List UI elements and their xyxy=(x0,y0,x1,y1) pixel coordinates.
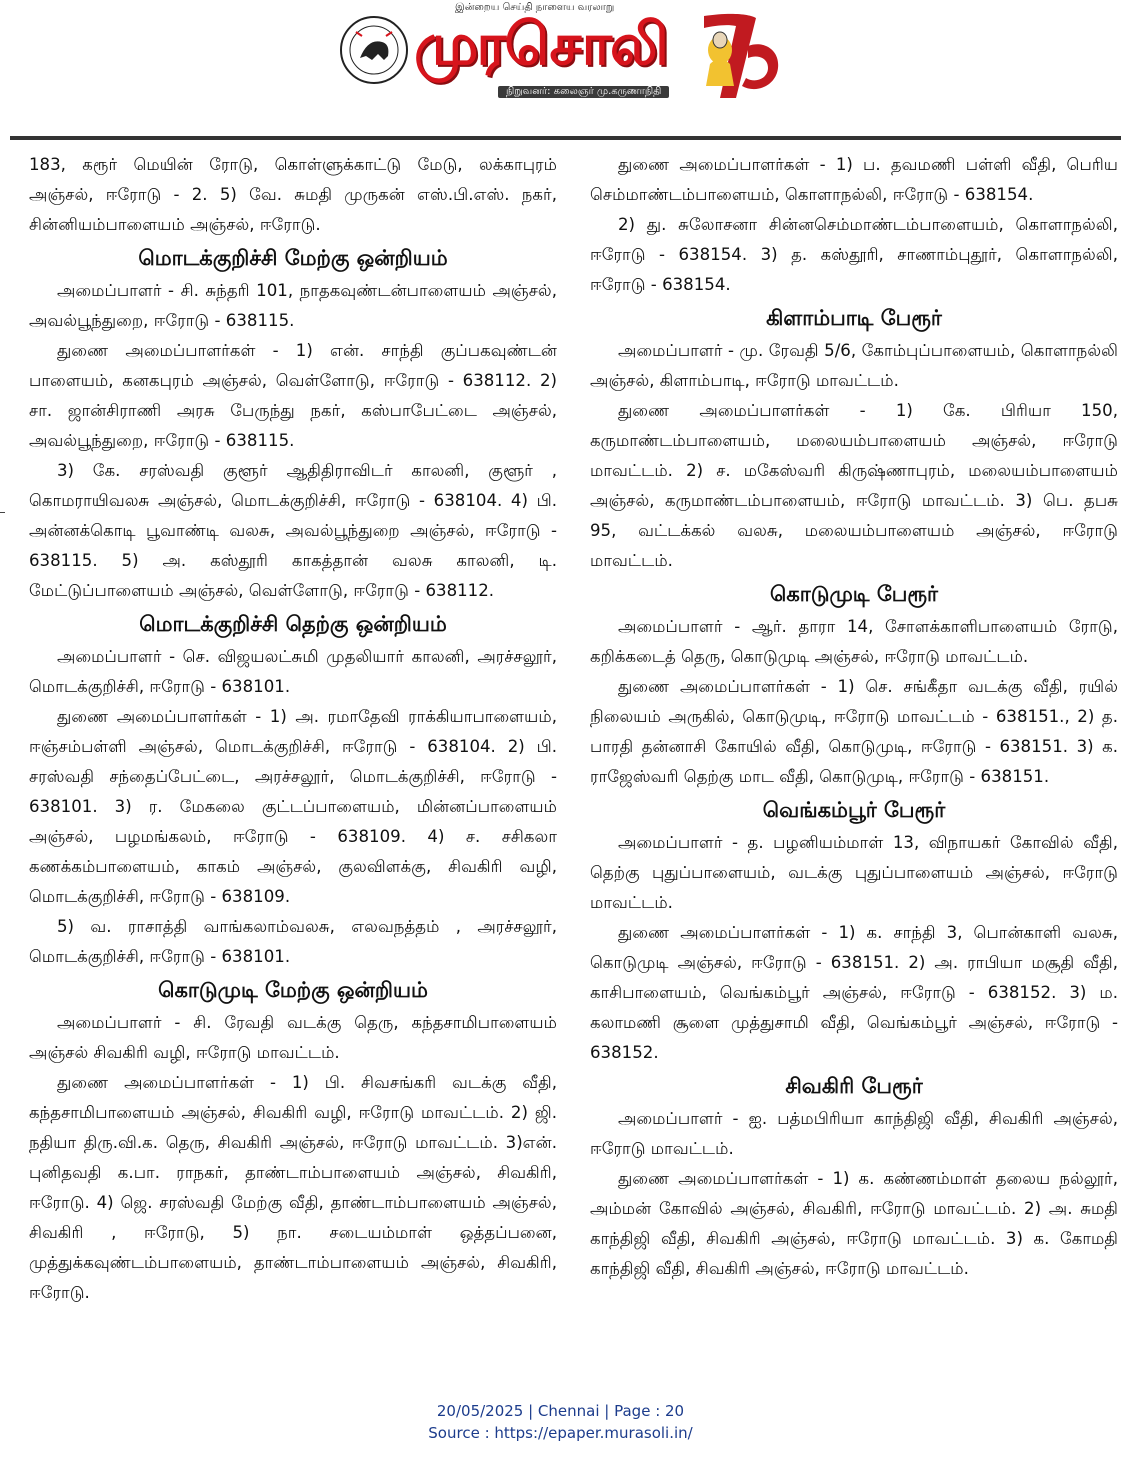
paragraph: துணை அமைப்பாளர்கள் - 1) க. சாந்தி 3, பொன்காளி வலசு, கொடுமுடி அஞ்சல், ஈரோடு - 638151. 2) அ. ராபியா மசூதி வீதி, காசிபாளையம், வெங்கம்பூர் அஞ்சல், ஈரோடு - 638152. 3) ம. கலாமணி சூளை முத்துசாமி வீதி, வெங்கம்பூர் அஞ்சல், ஈரோடு - 638152. xyxy=(590,923,1118,1062)
paragraph: அமைப்பாளர் - ஆர். தாரா 14, சோளக்காளிபாளையம் ரோடு, கறிக்கடைத் தெரு, கொடுமுடி அஞ்சல், ஈரோடு மாவட்டம். xyxy=(590,617,1118,666)
section-heading: மொடக்குறிச்சி தெற்கு ஒன்றியம் xyxy=(139,612,447,636)
paragraph: துணை அமைப்பாளர்கள் - 1) கே. பிரியா 150, கருமாண்டம்பாளையம், மலையம்பாளையம் அஞ்சல், ஈரோடு மாவட்டம். 2) ச. மகேஸ்வரி கிருஷ்ணாபுரம், மலையம்பாளையம் அஞ்சல், கருமாண்டம்பாளையம், ஈரோடு மாவட்டம். 3) பெ. தபசு 95, வட்டக்கல் வலசு, மலையம்பாளையம் அஞ்சல், ஈரோடு மாவட்டம். xyxy=(590,401,1118,570)
paragraph: துணை அமைப்பாளர்கள் - 1) செ. சங்கீதா வடக்கு வீதி, ரயில் நிலையம் அருகில், கொடுமுடி, ஈரோடு மாவட்டம் - 638151., 2) த. பாரதி தன்னாசி கோயில் வீதி, கொடுமுடி, ஈரோடு - 638151. 3) க. ராஜேஸ்வரி தெற்கு மாட வீதி, கொடுமுடி, ஈரோடு - 638151. xyxy=(590,677,1118,786)
masthead xyxy=(0,0,1121,136)
article-body xyxy=(0,150,1121,1372)
paragraph: அமைப்பாளர் - த. பழனியம்மாள் 13, விநாயகர் கோவில் வீதி, தெற்கு புதுப்பாளையம், வடக்கு புதுப்பாளையம் அஞ்சல், ஈரோடு மாவட்டம். xyxy=(590,833,1118,912)
paragraph: துணை அமைப்பாளர்கள் - 1) க. கண்ணம்மாள் தலைய நல்லூர், அம்மன் கோவில் அஞ்சல், சிவகிரி, ஈரோடு மாவட்டம். 2) அ. சுமதி காந்திஜி வீதி, சிவகிரி அஞ்சல், ஈரோடு மாவட்டம். 3) க. கோமதி காந்திஜி வீதி, சிவகிரி அஞ்சல், ஈரோடு மாவட்டம். xyxy=(590,1169,1118,1278)
section-heading: கொடுமுடி பேரூர் xyxy=(769,582,939,606)
paragraph: 5) வ. ராசாத்தி வாங்கலாம்வலசு, எலவநத்தம் , அரச்சலூர், மொடக்குறிச்சி, ஈரோடு - 638101. xyxy=(29,917,557,966)
page-footer xyxy=(0,1400,1121,1444)
paragraph: துணை அமைப்பாளர்கள் - 1) அ. ரமாதேவி ராக்கியாபாளையம், ஈஞ்சம்பள்ளி அஞ்சல், மொடக்குறிச்சி, ஈரோடு - 638104. 2) பி. சரஸ்வதி சந்தைப்பேட்டை, அரச்சலூர், மொடக்குறிச்சி, ஈரோடு - 638101. 3) ர. மேகலை குட்டப்பாளையம், மின்னப்பாளையம் அஞ்சல், பழமங்கலம், ஈரோடு - 638109. 4) ச. சசிகலா கணக்கம்பாளையம், காகம் அஞ்சல், குலவிளக்கு, சிவகிரி வழி, மொடக்குறிச்சி, ஈரோடு - 638109. xyxy=(29,707,557,906)
paragraph: அமைப்பாளர் - ஐ. பத்மபிரியா காந்திஜி வீதி, சிவகிரி அஞ்சல், ஈரோடு மாவட்டம். xyxy=(590,1109,1118,1158)
paragraph: துணை அமைப்பாளர்கள் - 1) என். சாந்தி குப்பகவுண்டன் பாளையம், கனகபுரம் அஞ்சல், வெள்ளோடு, ஈரோடு - 638112. 2) சா. ஜான்சிராணி அரசு பேருந்து நகர், கஸ்பாபேட்டை அஞ்சல், அவல்பூந்துறை, ஈரோடு - 638115. xyxy=(29,341,557,450)
paragraph: அமைப்பாளர் - மு. ரேவதி 5/6, கோம்புப்பாளையம், கொளாநல்லி அஞ்சல், கிளாம்பாடி, ஈரோடு மாவட்டம். xyxy=(590,341,1118,390)
newspaper-logo: முரசொலி xyxy=(414,10,667,78)
section-heading: மொடக்குறிச்சி மேற்கு ஒன்றியம் xyxy=(138,246,448,270)
paragraph: அமைப்பாளர் - செ. விஜயலட்சுமி முதலியார் காலனி, அரச்சலூர், மொடக்குறிச்சி, ஈரோடு - 638101. xyxy=(29,647,557,696)
left-column xyxy=(29,150,557,1308)
right-column xyxy=(590,150,1118,1284)
paragraph: 3) கே. சரஸ்வதி குளூர் ஆதிதிராவிடர் காலனி, குளூர் , கொமராயிவலசு அஞ்சல், மொடக்குறிச்சி, ஈரோடு - 638104. 4) பி. அன்னக்கொடி பூவாண்டி வலசு, அவல்பூந்துறை அஞ்சல், ஈரோடு - 638115. 5) அ. கஸ்தூரி காகத்தான் வலசு காலனி, டி. மேட்டுப்பாளையம் அஞ்சல், வெள்ளோடு, ஈரோடு - 638112. xyxy=(29,461,557,600)
paragraph: 2) து. சுலோசனா சின்னசெம்மாண்டம்பாளையம், கொளாநல்லி, ஈரோடு - 638154. 3) த. கஸ்தூரி, சாணாம்புதூர், கொளாநல்லி, ஈரோடு - 638154. xyxy=(590,215,1118,294)
section-heading: கொடுமுடி மேற்கு ஒன்றியம் xyxy=(158,978,428,1002)
footer-source-link[interactable]: Source : https://epaper.murasoli.in/ xyxy=(428,1424,693,1442)
paragraph: துணை அமைப்பாளர்கள் - 1) ப. தவமணி பள்ளி வீதி, பெரிய செம்மாண்டம்பாளையம், கொளாநல்லி, ஈரோடு - 638154. xyxy=(590,155,1118,204)
paragraph: துணை அமைப்பாளர்கள் - 1) பி. சிவசங்கரி வடக்கு வீதி, கந்தசாமிபாளையம் அஞ்சல், சிவகிரி வழி, ஈரோடு மாவட்டம். 2) ஜி. நதியா திரு.வி.க. தெரு, சிவகிரி அஞ்சல், ஈரோடு மாவட்டம். 3)என். புனிதவதி க.பா. ராநகர், தாண்டாம்பாளையம் அஞ்சல், சிவகிரி, ஈரோடு. 4) ஜெ. சரஸ்வதி மேற்கு வீதி, தாண்டாம்பாளையம் அஞ்சல், சிவகிரி , ஈரோடு, 5) நா. சடையம்மாள் ஒத்தப்பனை, முத்துக்கவுண்டம்பாளையம், தாண்டாம்பாளையம் அஞ்சல், சிவகிரி, ஈரோடு. xyxy=(29,1073,557,1302)
section-heading: வெங்கம்பூர் பேரூர் xyxy=(762,798,946,822)
paragraph: 183, கரூர் மெயின் ரோடு, கொள்ளுக்காட்டு மேடு, லக்காபுரம் அஞ்சல், ஈரோடு - 2. 5) வே. சுமதி முருகன் எஸ்.பி.எஸ். நகர், சின்னியம்பாளையம் அஞ்சல், ஈரோடு. xyxy=(29,155,557,234)
section-heading: கிளாம்பாடி பேரூர் xyxy=(766,306,942,330)
header-divider xyxy=(10,136,1121,140)
masthead-tagline: இன்றைய செய்தி நாளைய வரலாறு xyxy=(455,2,615,13)
section-heading: சிவகிரி பேரூர் xyxy=(785,1074,923,1098)
masthead-subtitle: நிறுவனர்: கலைஞர் மு.கருணாநிதி xyxy=(498,86,669,98)
party-emblem-icon xyxy=(338,14,410,86)
anniversary-75-emblem-icon xyxy=(690,6,786,102)
footer-date-edition: 20/05/2025 | Chennai | Page : 20 xyxy=(436,1402,685,1420)
paragraph: அமைப்பாளர் - சி. ரேவதி வடக்கு தெரு, கந்தசாமிபாளையம் அஞ்சல் சிவகிரி வழி, ஈரோடு மாவட்டம். xyxy=(29,1013,557,1062)
paragraph: அமைப்பாளர் - சி. சுந்தரி 101, நாதகவுண்டன்பாளையம் அஞ்சல், அவல்பூந்துறை, ஈரோடு - 638115. xyxy=(29,281,557,330)
